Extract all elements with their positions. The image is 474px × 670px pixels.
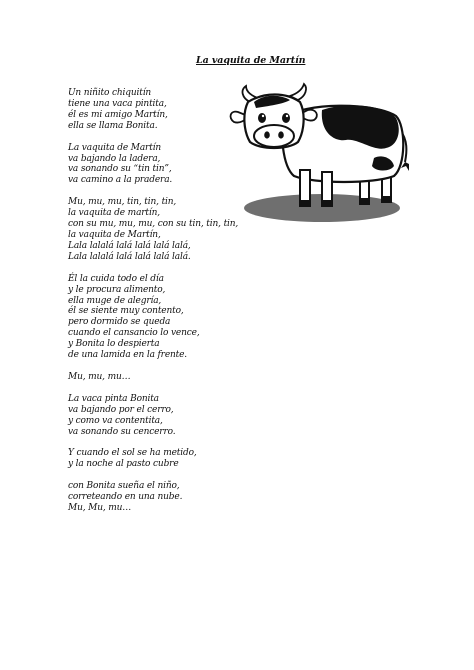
poem-line: y como va contentita, (68, 415, 163, 426)
poem-line: Él la cuida todo el día (68, 273, 164, 284)
poem-line: va bajando por el cerro, (68, 404, 174, 415)
poem-line: Lala lalalá lalá lalá lalá lalá. (68, 251, 191, 262)
stanza (68, 394, 238, 438)
stanza (68, 88, 238, 132)
cow-eye-left (258, 113, 266, 123)
poem-line: La vaquita de Martín (68, 142, 162, 153)
poem-line: va bajando la ladera, (68, 153, 161, 164)
poem-line: La vaca pinta Bonita (68, 393, 159, 404)
stanza (68, 143, 238, 187)
cow-muzzle (254, 125, 294, 147)
poem-line: correteando en una nube. (68, 492, 183, 503)
poem-line: cuando el cansancio lo vence, (68, 328, 200, 339)
poem-line: Mu, Mu, mu… (68, 503, 132, 514)
poem-line: y Bonita lo despierta (68, 339, 160, 350)
poem-line: la vaquita de martín, (68, 208, 160, 219)
poem-line: y la noche al pasto cubre (68, 459, 179, 470)
poem-line: va camino a la pradera. (68, 175, 173, 186)
poem-line: Mu, mu, mu… (68, 371, 131, 382)
stanza (68, 274, 238, 361)
poem-line: Mu, mu, mu, tin, tin, tin, (68, 197, 177, 208)
stanza (68, 448, 238, 470)
poem-line: con Bonita sueña el niño, (68, 481, 180, 492)
cow-illustration (224, 80, 424, 226)
cow-eye-right (282, 113, 290, 123)
poem-title: La vaquita de Martín (196, 55, 306, 66)
poem-line: va sonando su “tin tin”, (68, 164, 172, 175)
poem-line: pero dormido se queda (68, 317, 171, 328)
poem-line: la vaquita de Martín, (68, 229, 161, 240)
poem-line: tiene una vaca pintita, (68, 98, 167, 109)
poem-line: Y cuando el sol se ha metido, (68, 448, 197, 459)
poem-line: Un niñito chiquitín (68, 88, 152, 98)
stanza (68, 372, 238, 383)
poem-body (68, 88, 238, 525)
poem-line: él es mi amigo Martín, (68, 109, 168, 120)
poem-line: Lala lalalá lalá lalá lalá lalá, (68, 240, 191, 251)
poem-line: con su mu, mu, mu, con su tin, tin, tin, (68, 219, 239, 230)
poem-line: él se siente muy contento, (68, 306, 184, 317)
poem-line: va sonando su cencerro. (68, 426, 176, 437)
poem-line: ella se llama Bonita. (68, 120, 158, 131)
poem-line: ella muge de alegría, (68, 295, 162, 306)
stanza (68, 481, 238, 514)
stanza (68, 197, 238, 262)
poem-line: de una lamida en la frente. (68, 350, 188, 361)
poem-line: y le procura alimento, (68, 284, 166, 295)
